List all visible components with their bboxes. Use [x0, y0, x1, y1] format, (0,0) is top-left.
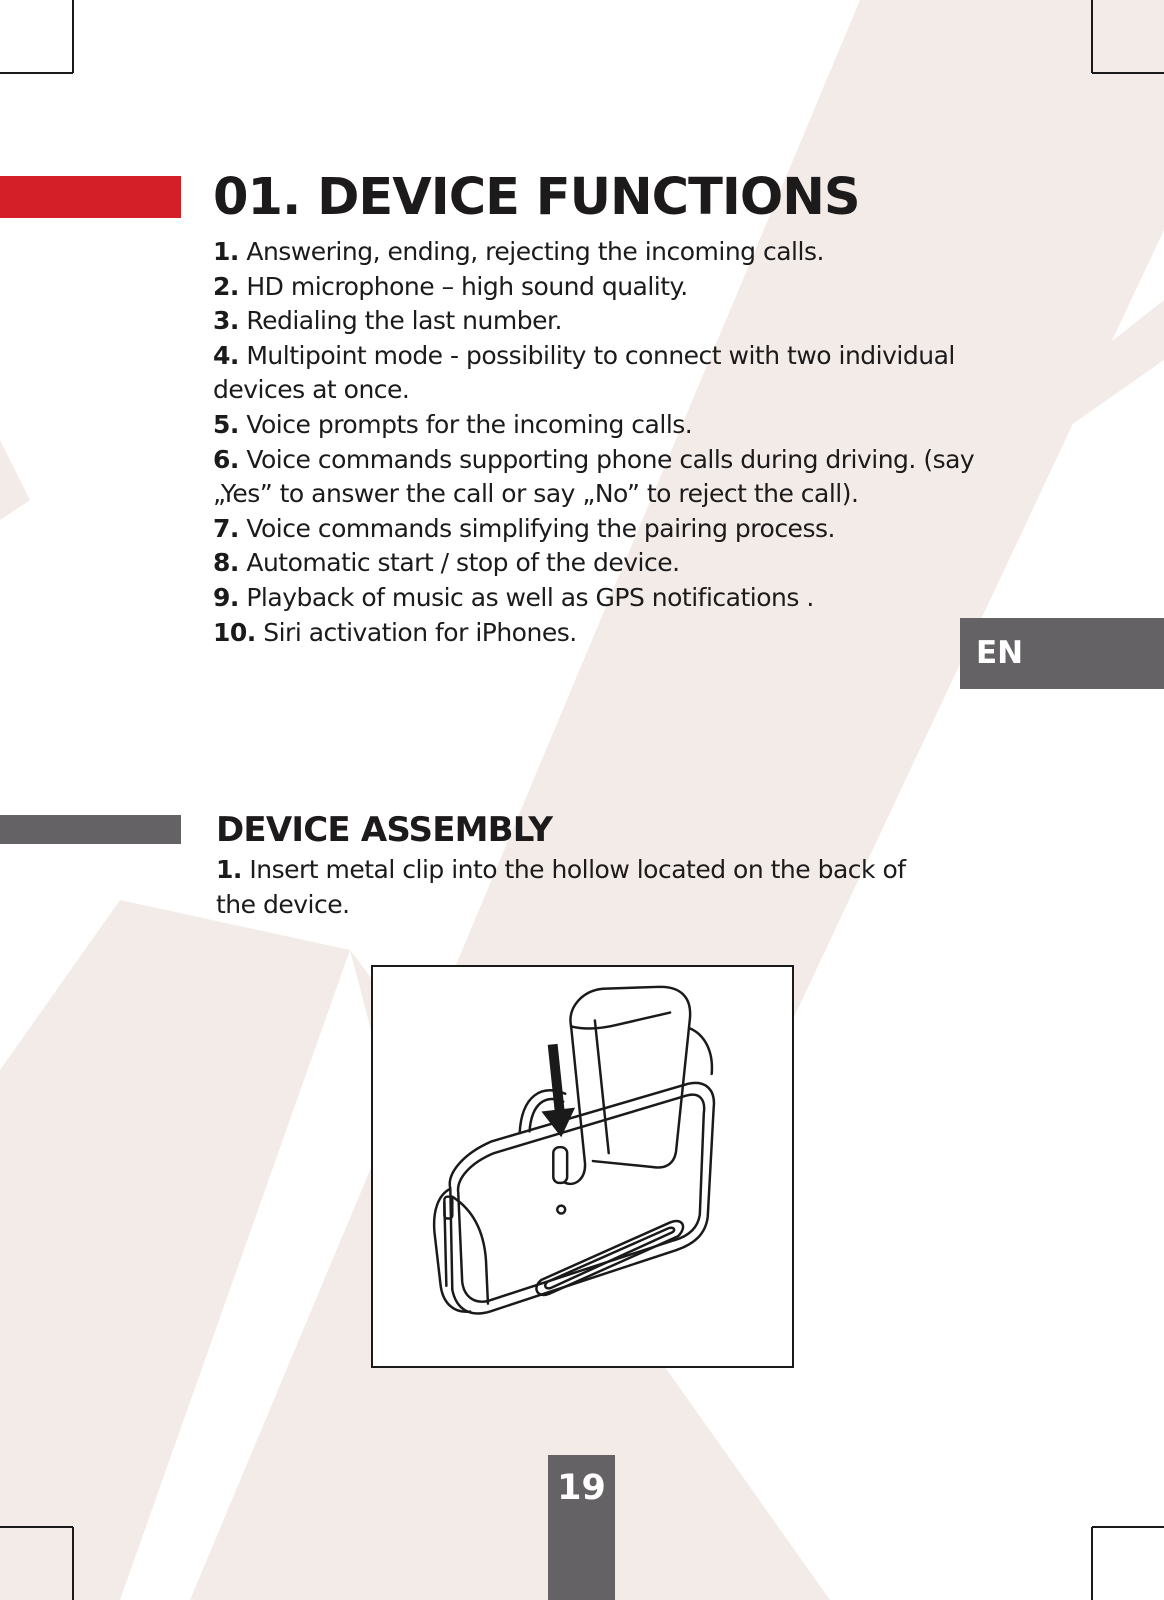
crop-mark-bottom-right [1084, 1520, 1164, 1600]
list-item: 3. Redialing the last number. [213, 306, 562, 336]
list-item: 8. Automatic start / stop of the device. [213, 548, 680, 578]
list-item: 1. Answering, ending, rejecting the incoming calls. [213, 237, 824, 266]
list-item: 4. Multipoint mode - possibility to connect with two individual devices at once. [213, 340, 955, 405]
list-item: 9. Playback of music as well as GPS notifications . [213, 582, 814, 612]
device-clip-illustration [371, 965, 794, 1368]
functions-list [213, 235, 1013, 650]
section-accent-bar-red [0, 176, 181, 218]
page-number: 19 [548, 1455, 615, 1600]
crop-mark-top-right [1084, 0, 1164, 80]
section-title-device-functions: 01. DEVICE FUNCTIONS [213, 168, 860, 227]
list-item: 6. Voice commands supporting phone calls during driving. (say „Yes” to answer the call or say „No” to reject the call). [213, 444, 975, 509]
list-item: 10. Siri activation for iPhones. [213, 617, 577, 647]
list-item: 5. Voice prompts for the incoming calls. [213, 409, 693, 439]
assembly-step: 1. Insert metal clip into the hollow located on the back of the device. [216, 855, 906, 919]
section-title-device-assembly: DEVICE ASSEMBLY [216, 810, 553, 850]
crop-mark-bottom-left [0, 1520, 80, 1600]
list-item: 7. Voice commands simplifying the pairing process. [213, 513, 835, 543]
list-item: 2. HD microphone – high sound quality. [213, 271, 688, 301]
section-accent-bar-gray [0, 815, 181, 844]
language-tab: EN [960, 618, 1164, 689]
crop-mark-top-left [0, 0, 80, 80]
device-clip-icon [373, 967, 792, 1366]
